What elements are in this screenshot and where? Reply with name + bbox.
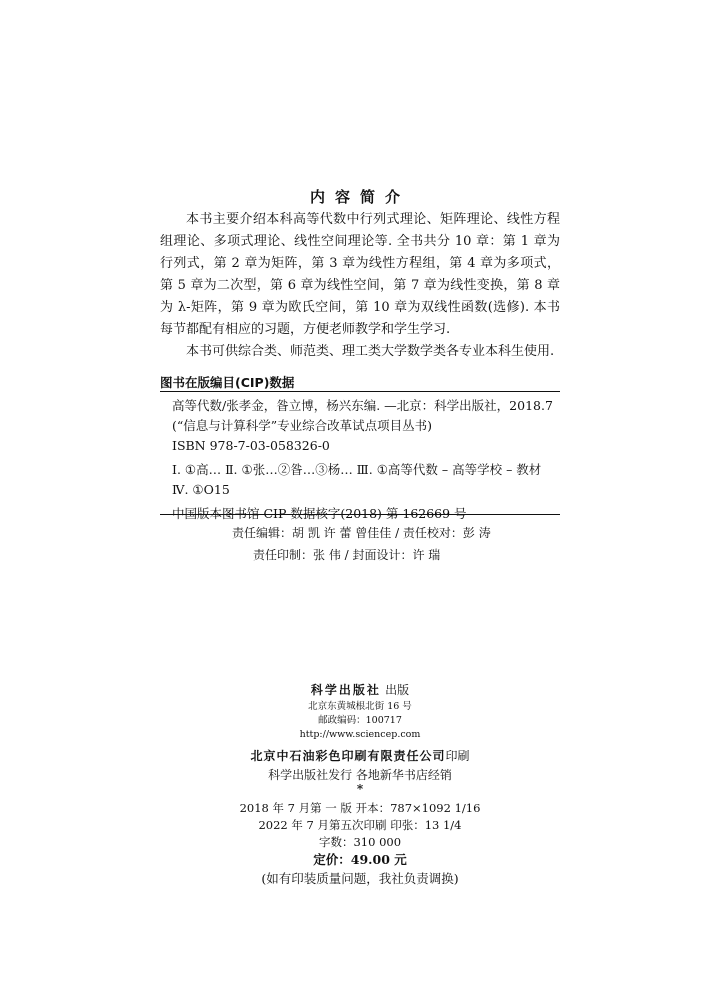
cip-approval: 中国版本图书馆 CIP 数据核字(2018) 第 162669 号 bbox=[172, 506, 467, 521]
printer-line bbox=[0, 746, 720, 766]
summary-body bbox=[160, 209, 560, 363]
summary-paragraph-2: 本书可供综合类、师范类、理工类大学数学类各专业本科生使用. bbox=[186, 344, 555, 359]
cip-heading: 图书在版编目(CIP)数据 bbox=[160, 375, 295, 390]
word-count: 字数：310 000 bbox=[318, 835, 402, 849]
imprint bbox=[0, 680, 720, 889]
cip-record bbox=[172, 396, 560, 524]
publisher-address: 北京东黄城根北街 16 号 bbox=[308, 701, 412, 712]
credits-editors: 责任编辑：胡 凯 许 蕾 曾佳佳 / 责任校对：彭 涛 bbox=[232, 526, 491, 540]
edition-line: 2018 年 7 月第 一 版 开本：787×1092 1/16 bbox=[239, 801, 481, 815]
publisher-line bbox=[0, 680, 720, 700]
summary-paragraph-1: 本书主要介绍本科高等代数中行列式理论、矩阵理论、线性方程组理论、多项式理论、线性空间理论等. 全书共分 10 章：第 1 章为行列式，第 2 章为矩阵，第 3 章为线性方程组，第 4 章为多项式，第 5 章为二次型，第 6 章为线性空间，第 7 章为线性变换，第 8 章为 λ-矩阵，第 9 章为欧氏空间，第 10 章为双线性函数(选修). 本书每节都配有相应的习题，方便老师教学和学生学习. bbox=[160, 212, 560, 337]
distribution-line: 科学出版社发行 各地新华书店经销 bbox=[268, 768, 452, 782]
printer-name: 北京中石油彩色印刷有限责任公司 bbox=[250, 749, 446, 763]
credits-production: 责任印制：张 伟 / 封面设计：许 瑞 bbox=[253, 548, 441, 562]
printing-line: 2022 年 7 月第五次印刷 印张：13 1/4 bbox=[258, 818, 462, 832]
cip-line-series: (“信息与计算科学”专业综合改革试点项目丛书) bbox=[172, 418, 433, 433]
summary-title: 内容简介 bbox=[309, 188, 410, 206]
publisher-suffix: 出版 bbox=[385, 683, 410, 697]
cip-bottom-rule bbox=[160, 514, 560, 515]
cip-line-title: 高等代数/张孝金，昝立博，杨兴东编. —北京：科学出版社，2018.7 bbox=[172, 398, 553, 413]
price: 定价：49.00 元 bbox=[313, 852, 407, 867]
printer-suffix: 印刷 bbox=[445, 749, 470, 763]
separator-star: * bbox=[356, 782, 364, 796]
cip-classification: Ⅰ. ①高… Ⅱ. ①张…②昝…③杨… Ⅲ. ①高等代数 – 高等学校 – 教材 Ⅳ. ①O15 bbox=[172, 462, 542, 497]
publisher-name: 科学出版社 bbox=[310, 683, 381, 697]
quality-notice: (如有印装质量问题，我社负责调换) bbox=[261, 871, 459, 886]
cip-top-rule bbox=[160, 391, 560, 392]
publisher-postcode: 邮政编码：100717 bbox=[318, 715, 402, 726]
cip-line-isbn: ISBN 978-7-03-058326-0 bbox=[172, 438, 330, 453]
publisher-website: http://www.sciencep.com bbox=[299, 729, 421, 740]
